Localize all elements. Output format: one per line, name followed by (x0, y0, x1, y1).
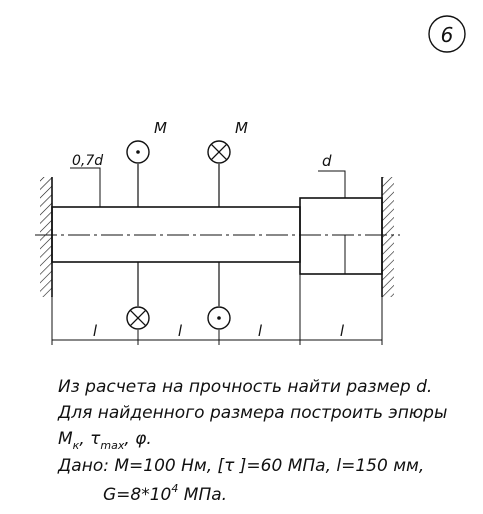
task-line-5-unit: МПа. (178, 485, 228, 505)
task-statement (57, 377, 447, 505)
diameter-small-label: 0,7d (72, 153, 104, 169)
task-line-5 (103, 482, 227, 505)
diameter-large-label: d (322, 152, 332, 170)
segment-label-3: l (257, 322, 263, 340)
moment-top-out-of-page (127, 119, 167, 207)
task-line-3 (58, 429, 152, 452)
right-wall-support (382, 177, 394, 297)
task-line-3-M-sub: к (72, 439, 80, 452)
moment-bottom-out-of-page (208, 262, 230, 329)
segment-label-1: l (92, 322, 98, 340)
task-line-1: Из расчета на прочность найти размер d. (58, 377, 433, 397)
moment-label-1: M (154, 119, 167, 137)
task-line-3-M: M (58, 429, 73, 449)
task-line-5-exp: 4 (171, 482, 179, 495)
moment-top-into-page (208, 119, 248, 207)
diameter-leader-small (70, 153, 103, 207)
thick-shaft-segment (300, 198, 382, 274)
problem-number-badge (429, 16, 465, 52)
task-line-5-base: G=8*10 (103, 485, 172, 505)
segment-label-2: l (177, 322, 183, 340)
diameter-leader-large (318, 152, 345, 274)
task-line-3-tau: , τ (79, 429, 101, 449)
moment-label-2: M (235, 119, 248, 137)
task-line-3-tau-sub: max (100, 439, 125, 452)
task-line-3-phi: , φ. (124, 429, 152, 449)
task-line-4: Дано: M=100 Нм, [τ ]=60 МПа, l=150 мм, (58, 456, 425, 476)
problem-number: 6 (440, 23, 454, 47)
left-wall-support (40, 177, 52, 297)
task-line-2: Для найденного размера построить эпюры (58, 403, 448, 423)
segment-label-4: l (339, 322, 345, 340)
moment-bottom-into-page (127, 262, 149, 329)
